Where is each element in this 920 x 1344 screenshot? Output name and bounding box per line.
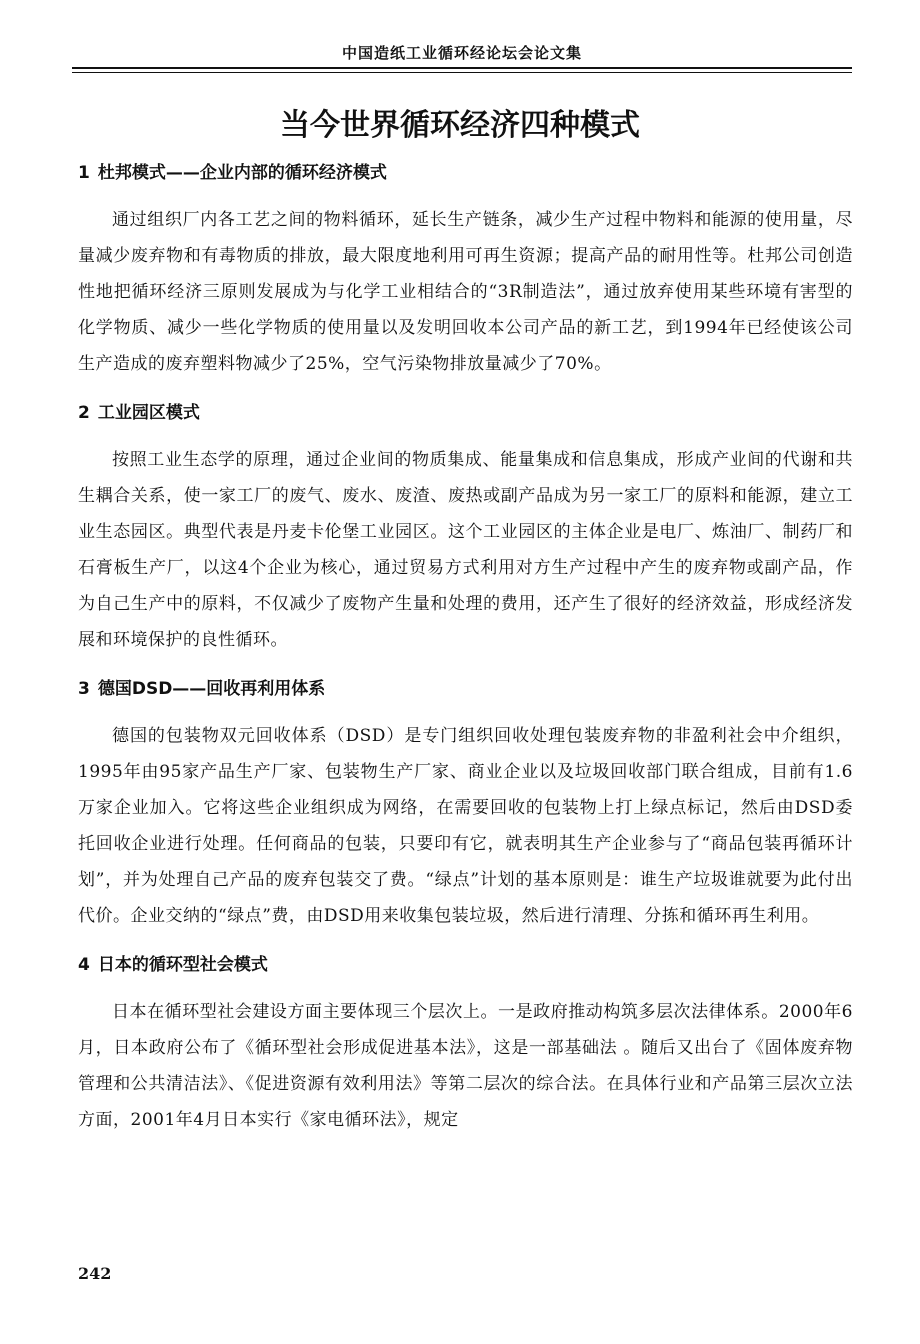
section-title: 德国DSD——回收再利用体系: [97, 679, 326, 699]
section-paragraph: 通过组织厂内各工艺之间的物料循环，延长生产链条，减少生产过程中物料和能源的使用量，尽量减少废弃物和有毒物质的排放，最大限度地利用可再生资源；提高产品的耐用性等。杜邦公司创造性地把循环经济三原则发展成为与化学工业相结合的“3R制造法”，通过放弃使用某些环境有害型的化学物质、减少一些化学物质的使用量以及发明回收本公司产品的新工艺，到1994年已经使该公司生产造成的废弃塑料物减少了25%，空气污染物排放量减少了70%。: [78, 210, 853, 374]
section-number: 3: [78, 679, 90, 699]
section-heading: [78, 158, 853, 188]
section-paragraph: 日本在循环型社会建设方面主要体现三个层次上。一是政府推动构筑多层次法律体系。2000年6月，日本政府公布了《循环型社会形成促进基本法》，这是一部基础法 。随后又出台了《固体废弃物管理和公共清洁法》、《促进资源有效利用法》等第二层次的综合法。在具体行业和产品第三层次立法方面，2001年4月日本实行《家电循环法》，规定: [78, 1002, 853, 1130]
section-industrial-park: [78, 398, 853, 658]
section-dupont: [78, 158, 853, 382]
section-japan: [78, 950, 853, 1138]
section-number: 1: [78, 163, 90, 183]
section-title: 工业园区模式: [97, 403, 200, 423]
running-header: 中国造纸工业循环经论坛会论文集: [72, 42, 852, 69]
section-paragraph: 德国的包装物双元回收体系（DSD）是专门组织回收处理包装废弃物的非盈利社会中介组织，1995年由95家产品生产厂家、包装物生产厂家、商业企业以及垃圾回收部门联合组成，目前有1.6万家企业加入。它将这些企业组织成为网络，在需要回收的包装物上打上绿点标记，然后由DSD委托回收企业进行处理。任何商品的包装，只要印有它，就表明其生产企业参与了“商品包装再循环计划”，并为处理自己产品的废弃包装交了费。“绿点”计划的基本原则是：谁生产垃圾谁就要为此付出代价。企业交纳的“绿点”费，由DSD用来收集包装垃圾，然后进行清理、分拣和循环再生利用。: [78, 726, 853, 926]
section-title: 杜邦模式——企业内部的循环经济模式: [97, 163, 387, 183]
article-title: 当今世界循环经济四种模式: [280, 108, 640, 143]
article-body: [78, 158, 853, 1154]
section-german-dsd: [78, 674, 853, 934]
section-number: 4: [78, 955, 90, 975]
section-heading: [78, 950, 853, 980]
header-rule: [72, 72, 852, 73]
section-heading: [78, 674, 853, 704]
section-title: 日本的循环型社会模式: [97, 955, 268, 975]
section-paragraph: 按照工业生态学的原理，通过企业间的物质集成、能量集成和信息集成，形成产业间的代谢和共生耦合关系，使一家工厂的废气、废水、废渣、废热或副产品成为另一家工厂的原料和能源，建立工业生态园区。典型代表是丹麦卡伦堡工业园区。这个工业园区的主体企业是电厂、炼油厂、制药厂和石膏板生产厂，以这4个企业为核心，通过贸易方式利用对方生产过程中产生的废弃物或副产品，作为自己生产中的原料，不仅减少了废物产生量和处理的费用，还产生了很好的经济效益，形成经济发展和环境保护的良性循环。: [78, 450, 853, 650]
section-heading: [78, 398, 853, 428]
section-number: 2: [78, 403, 90, 423]
page-number: 242: [78, 1264, 112, 1283]
